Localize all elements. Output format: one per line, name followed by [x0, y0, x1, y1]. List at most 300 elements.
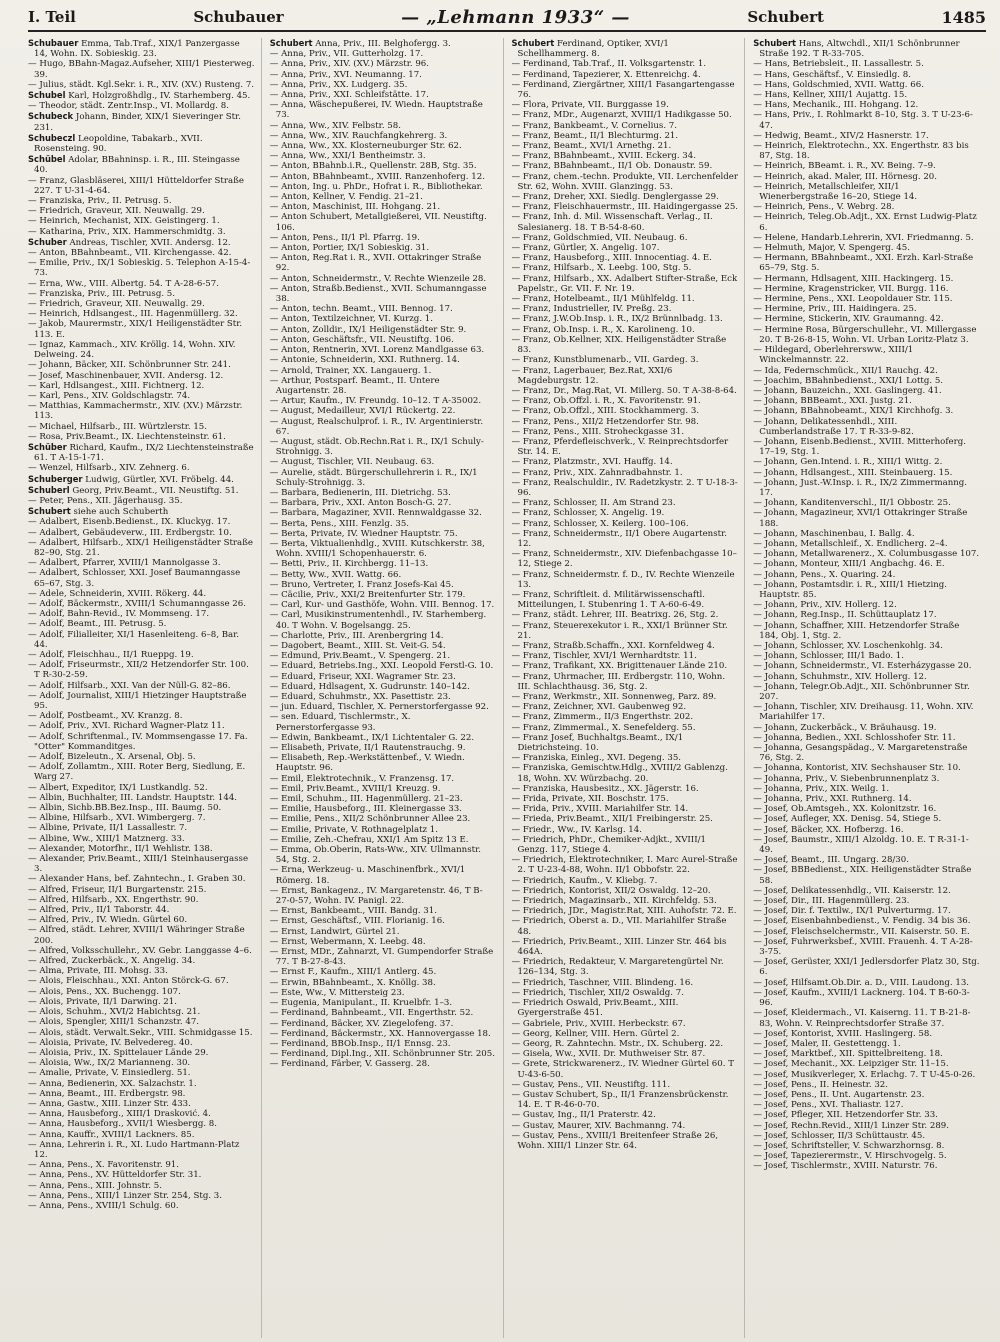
entry-text: — Karl, Hdlsangest., XIII. Fichtnerg. 12.	[28, 380, 205, 391]
directory-entry	[512, 437, 739, 457]
directory-entry	[512, 1080, 739, 1090]
directory-entry	[753, 580, 980, 600]
entry-text: — Josef, Baumstr., XIII/1 Alzoldg. 10. E. T R-31-1-49.	[753, 834, 969, 856]
directory-entry	[512, 335, 739, 355]
entry-surname: Schubert	[511, 38, 555, 48]
entry-text: — Johann, Delikatessenhdl., XIII. Cumberlandstraße 17. T R-33-9-82.	[753, 416, 914, 437]
entry-text: — Dagobert, Beamt., XIII. St. Veit-G. 54.	[269, 640, 446, 651]
directory-entry	[270, 131, 497, 141]
directory-entry	[753, 478, 980, 498]
entry-text: — Josef, Maler, II. Gestettengg. 1.	[753, 1038, 901, 1049]
directory-entry	[512, 396, 739, 406]
directory-entry	[28, 1048, 255, 1058]
directory-entry	[270, 784, 497, 794]
entry-text: — Anna, Priv., XIV. (XV.) Märzstr. 96.	[269, 59, 429, 70]
entry-text: — Franz, J.W.Ob.Insp. i. R., IX/2 Brünnlbadg. 13.	[511, 314, 723, 325]
directory-entry	[28, 1191, 255, 1201]
directory-entry	[753, 59, 980, 69]
directory-entry	[28, 732, 255, 752]
entry-text: — Adolf, Journalist, XIII/1 Hietzinger Hauptstraße 95.	[28, 690, 247, 711]
directory-entry	[512, 457, 739, 467]
entry-text: — Elisabeth, Rep.-Werkstättenbef., V. Wiedn. Hauptstr. 96.	[269, 753, 465, 774]
directory-entry	[512, 621, 739, 641]
entry-text: — Franz, Hausbeforg., XIII. Innocentiag. 4. E.	[511, 253, 712, 264]
entry-text: — Franz, Schlosser, X. Angelig. 19.	[511, 508, 665, 519]
directory-entry	[28, 432, 255, 442]
directory-entry	[512, 172, 739, 192]
directory-entry	[753, 253, 980, 273]
entry-text: — Berta, Pens., XIII. Fenzlg. 35.	[269, 518, 410, 529]
directory-entry	[270, 141, 497, 151]
directory-entry	[512, 314, 739, 324]
entry-text: — Franz, Hilfsarb., X. Leebg. 100, Stg. 5.	[511, 263, 692, 274]
page-header	[28, 6, 986, 32]
directory-entry	[28, 401, 255, 421]
directory-entry	[270, 366, 497, 376]
directory-entry	[753, 835, 980, 855]
directory-entry	[512, 1090, 739, 1110]
entry-text: — Albine, Private, II/1 Lassallestr. 7.	[28, 823, 188, 834]
entry-text: — Anna, Hausbeforg., XVII/1 Wiesbergg. 8.	[28, 1119, 217, 1130]
directory-entry	[270, 600, 497, 610]
entry-text: — Johann, Bauzeichn., XXI. Gaslingerg. 41.	[753, 385, 942, 396]
entry-text: — Heinrich, Hdlsangest., III. Hagenmüllerg. 32.	[28, 309, 238, 320]
entry-text: — Heinrich, Elektrotechn., XX. Engerthstr. 83 bis 87, Stg. 18.	[753, 141, 969, 162]
entry-text: — Anna, Ww., XIV. Rauchfangkehrerg. 3.	[269, 130, 448, 141]
entry-text: — Edwin, Bankbeamt., IX/1 Lichtentaler G. 22.	[269, 732, 475, 743]
directory-entry	[753, 294, 980, 304]
directory-entry	[753, 896, 980, 906]
directory-entry	[28, 422, 255, 432]
entry-text: — Johann, BBBeamt., XXI. Justg. 21.	[753, 396, 912, 407]
entry-text: — Ferdinand, Bäckermstr., XX. Hannovergasse 18.	[269, 1028, 491, 1039]
directory-entry	[753, 345, 980, 365]
entry-text: — Josef, Kleidermach., VI. Kaiserng. 11. T B-21-8-83, Wohn. V. Reinprechtsdorfer Straße 37.	[753, 1008, 971, 1029]
entry-text: — Alexander Hans, bef. Zahntechn., I. Graben 30.	[28, 874, 246, 885]
entry-text: — Gabriele, Priv., XVIII. Herbeckstr. 67.	[511, 1018, 686, 1029]
surname-range-start: Schubauer	[193, 8, 284, 26]
entry-text: — Eduard, Schuhmstr., XX. Pasettistr. 23.	[269, 692, 451, 702]
directory-entry	[512, 672, 739, 692]
directory-entry	[270, 712, 497, 732]
directory-entry	[753, 243, 980, 253]
directory-entry	[28, 517, 255, 527]
directory-entry	[28, 1181, 255, 1191]
directory-entry	[28, 248, 255, 258]
entry-text: — Ferdinand, Bäcker, XV. Ziegelofeng. 37.	[269, 1018, 454, 1029]
entry-text: — Josef, Dir., III. Hagenmüllerg. 23.	[753, 896, 910, 907]
directory-entry	[270, 284, 497, 304]
entry-text: — Heinrich, Teleg.Ob.Adjt., XX. Ernst Ludwig-Platz 6.	[753, 212, 977, 233]
entry-text: — Franz, Kunstblumenarb., VII. Gardeg. 3.	[511, 355, 699, 366]
entry-text: — Alois, Schuhm., XVI/2 Habichtsg. 21.	[28, 1007, 201, 1018]
directory-entry	[512, 957, 739, 977]
directory-entry	[270, 345, 497, 355]
entry-text: — Emilie, Private, V. Rothnagelplatz 1.	[269, 824, 438, 835]
entry-text: — Eduard, Betriebs.Ing., XXI. Leopold Ferstl-G. 10.	[269, 661, 494, 672]
directory-entry	[28, 1068, 255, 1078]
directory-entry	[753, 457, 980, 467]
entry-text: Adolar, BBahninsp. i. R., III. Steingasse 40.	[34, 155, 240, 176]
directory-entry	[28, 1119, 255, 1129]
directory-entry	[512, 253, 739, 263]
entry-text: — Albin, Buchhalter, III. Landstr. Hauptstr. 144.	[28, 792, 238, 803]
entry-text: — Ferdinand, BBOb.Insp., II/1 Ennsg. 23.	[269, 1038, 451, 1049]
entry-text: — Franz, Pens., XIII. Stroheckgasse 31.	[511, 426, 685, 437]
directory-entry	[512, 508, 739, 518]
entry-text: — Michael, Hilfsarb., III. Würtzlerstr. 15.	[28, 421, 208, 432]
directory-entry	[28, 823, 255, 833]
directory-entry	[512, 753, 739, 763]
directory-entry	[512, 549, 739, 569]
entry-text: — Grete, Strickwarenerz., IV. Wiedner Gürtel 60. T U-43-6-50.	[511, 1059, 734, 1080]
entry-text: Leopoldine, Tabakarb., XVII. Rosensteing. 90.	[34, 133, 203, 155]
entry-text: — Eduard, Hdlsagent, X. Gudrunstr. 140–142.	[269, 681, 470, 692]
directory-entry	[753, 651, 980, 661]
entry-text: — Johanna, Priv., V. Siebenbrunnenplatz 3.	[753, 773, 940, 784]
entry-text: — Arnold, Trainer, XX. Langauerg. 1.	[269, 365, 432, 376]
directory-entry	[270, 468, 497, 488]
entry-text: — Berta, Private, IV. Wiedner Hauptstr. 75.	[269, 528, 458, 539]
directory-entry	[270, 314, 497, 324]
entry-text: Andreas, Tischler, XVII. Andersg. 12.	[66, 237, 231, 248]
directory-entry	[270, 814, 497, 824]
directory-entry	[28, 289, 255, 299]
entry-text: — Anton, BBahnbeamt., VII. Kirchengasse. 42.	[28, 248, 232, 259]
directory-entry	[512, 151, 739, 161]
entry-text: — Hedwig, Beamt., XIV/2 Hasnerstr. 17.	[753, 130, 929, 141]
entry-text: — Hermine, Kragenstricker, VII. Burgg. 116.	[753, 283, 949, 294]
entry-text: — Franziska, Hausbesitz., XX. Jägerstr. 16.	[511, 783, 699, 794]
entry-text: — Friedrich, JDr., Magistr.Rat, XIII. Auhofstr. 72. E.	[511, 906, 737, 917]
directory-entry	[270, 916, 497, 926]
directory-entry	[753, 682, 980, 702]
entry-text: — Anna, Pens., XIII. Johnstr. 5.	[28, 1180, 162, 1191]
directory-entry	[28, 90, 255, 101]
entry-text: — Anna, Gastw., XIII. Linzer Str. 433.	[28, 1098, 191, 1109]
entry-text: — Anna, Pens., XV. Hütteldorfer Str. 31.	[28, 1170, 202, 1181]
directory-entry	[270, 406, 497, 416]
directory-entry	[28, 371, 255, 381]
entry-text: — Heinrich, Mechanist, XIX. Geistingerg. 1.	[28, 216, 220, 227]
entry-text: — Franziska, Priv., II. Petrusg. 5.	[28, 196, 172, 207]
entry-surname: Schubert	[28, 506, 71, 517]
directory-entry	[512, 1121, 739, 1131]
directory-entry	[753, 702, 980, 722]
directory-entry	[512, 835, 739, 855]
directory-entry	[28, 279, 255, 289]
directory-entry	[270, 376, 497, 396]
directory-entry	[28, 1160, 255, 1170]
directory-entry	[512, 1039, 739, 1049]
entry-text: — Friedrich Oswald, Priv.Beamt., XIII. Gyergerstraße 451.	[511, 998, 679, 1019]
directory-entry	[270, 682, 497, 692]
directory-entry	[28, 660, 255, 680]
entry-text: — Anton, Maschinist, III. Hohgang. 21.	[269, 202, 441, 213]
entry-text: — Franz, Platzmstr., XVI. Hauffg. 14.	[511, 457, 673, 468]
entry-text: — Gustav Schubert, Sp., II/1 Franzensbrückenstr. 14. E. T R-46-0-70.	[511, 1089, 729, 1111]
entry-text: — Flora, Private, VII. Burggasse 19.	[511, 100, 669, 111]
entry-text: — Johann, Pens., X. Quaring. 24.	[753, 569, 896, 580]
directory-entry	[753, 284, 980, 294]
directory-entry	[28, 1130, 255, 1140]
entry-text: — Josef, Fleischselchermstr., VII. Kaiserstr. 50. E.	[753, 926, 970, 937]
entry-text: — Josef, Rechn.Revid., XIII/1 Linzer Str. 289.	[753, 1120, 949, 1131]
directory-entry	[28, 1079, 255, 1089]
directory-entry	[28, 1109, 255, 1119]
directory-entry	[28, 721, 255, 731]
directory-column-4	[753, 38, 986, 1338]
directory-entry	[753, 437, 980, 457]
directory-entry	[270, 498, 497, 508]
entry-text: — Anna, Priv., XXI. Schleifstätte. 17.	[269, 90, 429, 101]
entry-text: — Alexander, Priv.Beamt., XIII/1 Steinhausergasse 3.	[28, 854, 249, 875]
entry-text: — Johann, Hdlsangest., XIII. Steinbauerg. 15.	[753, 467, 953, 478]
entry-text: — Adolf, Fleischhau., II/1 Rueppg. 19.	[28, 649, 194, 660]
entry-text: — Anton, Geschäftsfr., VII. Neustiftg. 106.	[269, 334, 454, 345]
entry-text: — Franz, Zeichner, XVI. Gaubenweg 92.	[511, 702, 687, 713]
directory-entry	[512, 274, 739, 294]
entry-text: — Jakob, Maurermstr., XIX/1 Heiligenstädter Str. 113. E.	[28, 319, 243, 340]
directory-entry	[28, 528, 255, 538]
entry-text: — Adolf, Zollamtm., XIII. Roter Berg, Siedlung, E. Warg 27.	[28, 762, 246, 783]
directory-column-3	[512, 38, 746, 1338]
entry-text: — Franz, Uhrmacher, III. Erdbergstr. 110, Wohn. III. Schlachthausg. 36, Stg. 2.	[511, 671, 726, 692]
entry-text: — Josef, Ob.Amtsgeh., XX. Kolonitzstr. 16.	[753, 804, 937, 815]
directory-entry	[753, 641, 980, 651]
entry-text: — Johanna, Bedien., XXI. Schlosshofer Str. 11.	[753, 732, 956, 743]
directory-entry	[753, 814, 980, 824]
entry-text: — Adolf, Schriftenmal., IV. Mommsengasse 17. Fa. "Otter" Kommanditges.	[28, 731, 248, 752]
entry-text: — Gustav, Pens., XVIII/1 Breitenfeer Straße 26, Wohn. XIII/1 Linzer Str. 64.	[511, 1130, 719, 1151]
entry-text: — Josef, Marktbef., XII. Spittelbreiteng. 18.	[753, 1049, 943, 1060]
entry-text: — Friedrich, PhDr., Chemiker-Adjkt., XVIII/1 Genzg. 117, Stiege 4.	[511, 834, 706, 856]
directory-entry	[512, 763, 739, 783]
entry-text: — Antonie, Schneiderin, XXI. Ruthnerg. 14.	[269, 355, 460, 366]
directory-entry	[753, 90, 980, 100]
directory-entry	[28, 391, 255, 401]
entry-text: — Josef, Mechanit., XX. Leipziger Str. 11–15.	[753, 1059, 949, 1070]
entry-text: — Johanna, Gesangspädag., V. Margaretenstraße 76, Stg. 2.	[753, 743, 968, 764]
directory-entry	[270, 835, 497, 845]
entry-text: — Anton, Pens., II/1 Pl. Pfarrg. 19.	[269, 232, 420, 243]
directory-entry	[512, 723, 739, 733]
entry-text: — Friedrich, Tischler, XII/2 Oswaldg. 7.	[511, 987, 684, 998]
directory-entry	[270, 661, 497, 671]
directory-entry	[753, 978, 980, 988]
entry-text: — Hans, Geschäftsf., V. Einsiedlg. 8.	[753, 69, 911, 80]
entry-text: — Alma, Private, III. Mohsg. 33.	[28, 966, 168, 977]
entry-text: — Franz, Werkmstr., XII. Sonnenweg, Parz. 89.	[511, 692, 717, 702]
entry-text: — Emilie, Pens., XII/2 Schönbrunner Allee 23.	[269, 814, 471, 825]
entry-text: — Gisela, Ww., XVII. Dr. Muthweiser Str. 87.	[511, 1049, 706, 1060]
directory-entry	[270, 243, 497, 253]
directory-entry	[270, 1059, 497, 1069]
directory-entry	[28, 485, 255, 496]
directory-entry	[753, 1039, 980, 1049]
directory-entry	[512, 906, 739, 916]
entry-text: — Johann, Tischler, XIV. Dreihausg. 11, Wohn. XIV. Mariahilfer 17.	[753, 702, 974, 723]
directory-entry	[270, 631, 497, 641]
entry-text: — Theodor, städt. Zentr.Insp., VI. Mollardg. 8.	[28, 101, 229, 112]
entry-text: — Josef, Bäcker, XX. Hofberzg. 16.	[753, 824, 904, 835]
directory-entry	[270, 753, 497, 773]
directory-entry	[270, 192, 497, 202]
entry-text: — Alois, Pens., XX. Buchengg. 107.	[28, 986, 181, 997]
directory-entry	[28, 783, 255, 793]
directory-entry	[28, 895, 255, 905]
directory-entry	[512, 1019, 739, 1029]
directory-entry	[28, 650, 255, 660]
entry-text: — Franziska, Priv., III. Petrusg. 5.	[28, 288, 176, 299]
directory-entry	[753, 110, 980, 130]
directory-entry	[753, 1008, 980, 1028]
directory-entry	[28, 237, 255, 248]
part-label: I. Teil	[28, 8, 76, 26]
entry-text: — Ernst, Webermann, X. Leebg. 48.	[269, 936, 426, 947]
entry-text: — Berta, Viktualienhdlg., XVIII. Kutschkerstr. 38, Wohn. XVIII/1 Schopenhauerstr. 6.	[269, 538, 485, 560]
entry-text: — Anton Schubert, Metallgießerei, VII. Neustiftg. 106.	[269, 212, 487, 233]
entry-text: — Ferdinand, Tapezierer, X. Ettenreichg. 4.	[511, 69, 701, 80]
directory-entry	[512, 386, 739, 396]
entry-text: — Georg, Kellner, VIII. Hern. Gürtel 2.	[511, 1028, 680, 1039]
directory-entry	[270, 702, 497, 712]
entry-text: — Franz, Dreher, XXI. Siedlg. Denglergasse 29.	[511, 192, 719, 203]
entry-text: — Aloisia, Priv., IX. Spittelauer Lände 29.	[28, 1047, 209, 1058]
directory-entry	[753, 212, 980, 232]
directory-entry	[270, 845, 497, 865]
directory-entry	[512, 1029, 739, 1039]
entry-text: — Franz, Glasbläserei, XIII/1 Hütteldorfer Straße 227. T U-31-4-64.	[28, 175, 244, 196]
entry-text: — Eugenia, Manipulant., II. Kruelbfr. 1–3.	[269, 998, 453, 1009]
directory-entry	[753, 100, 980, 110]
entry-text: — August, Realschulprof. i. R., IV. Argentinierstr. 67.	[269, 416, 484, 437]
directory-entry	[28, 874, 255, 884]
entry-text: — Frida, Private, XII. Boschstr. 175.	[511, 794, 669, 805]
directory-entry	[28, 997, 255, 1007]
directory-entry	[753, 784, 980, 794]
directory-entry	[270, 580, 497, 590]
directory-entry	[753, 38, 980, 59]
entry-text: — Helmuth, Major, V. Spengerg. 45.	[753, 243, 910, 254]
directory-entry	[512, 886, 739, 896]
directory-entry	[512, 161, 739, 171]
directory-column-1	[28, 38, 262, 1338]
directory-entry	[512, 202, 739, 212]
directory-entry	[270, 865, 497, 885]
entry-text: — Anna, Priv., XVI. Neumanng. 17.	[269, 69, 422, 80]
entry-text: — Franz, Schneidermstr. f. D., IV. Rechte Wienzeile 13.	[511, 569, 735, 590]
entry-text: — Franz, Zimmermal., X. Senefelderg. 55.	[511, 722, 696, 733]
directory-entry	[28, 558, 255, 568]
entry-text: — Alois, Private, II/1 Darwing. 21.	[28, 996, 177, 1007]
entry-text: — Aurelie, städt. Bürgerschullehrerin i. R., IX/1 Schuly-Strohnigg. 3.	[269, 467, 478, 488]
entry-text: — Franz, Gürtler, X. Angelig. 107.	[511, 243, 660, 254]
entry-text: — Anna, Ww., XX. Klosterneuburger Str. 62.	[269, 141, 462, 152]
entry-text: — Hans, Kellner, XIII/1 Aujattg. 15.	[753, 90, 908, 101]
entry-text: — Anton, Schneidermstr., V. Rechte Wienzeile 28.	[269, 273, 487, 284]
entry-text: — Josef, Tapezierermstr., V. Hirschvogelg. 5.	[753, 1151, 947, 1162]
directory-entry	[270, 59, 497, 69]
entry-text: — Adalbert, Pfarrer, XVIII/1 Mannolgasse 3.	[28, 558, 221, 569]
entry-text: — Johann, Metallschleif., X. Endlicherg. 2–4.	[753, 538, 948, 549]
directory-entry	[270, 335, 497, 345]
directory-entry	[28, 133, 255, 154]
entry-text: — Hermine Rosa, Bürgerschullehr., VI. Millergasse 20. T B-26-8-15, Wohn. VI. Urban Loritz-Platz 3.	[753, 324, 977, 345]
directory-entry	[270, 202, 497, 212]
directory-entry	[28, 506, 255, 517]
directory-entry	[270, 590, 497, 600]
entry-text: — Anton, Reg.Rat i. R., XVII. Ottakringer Straße 92.	[269, 253, 482, 274]
directory-entry	[512, 978, 739, 988]
directory-entry	[512, 804, 739, 814]
directory-entry	[270, 49, 497, 59]
directory-entry	[28, 589, 255, 599]
directory-entry	[753, 1029, 980, 1039]
entry-text: — Franz, Schlosser, II. Am Strand 23.	[511, 498, 676, 509]
directory-entry	[270, 417, 497, 437]
directory-entry	[753, 417, 980, 437]
entry-text: — Hans, Betriebsleit., II. Lassallestr. 5.	[753, 59, 924, 70]
entry-text: — Alois, Fleischhau., XXI. Anton Störck-G. 67.	[28, 976, 229, 987]
directory-entry	[512, 59, 739, 69]
entry-text: — Franziska, Gemischtw.Hdlg., XVIII/2 Gablenzg. 18, Wohn. XV. Würzbachg. 20.	[511, 763, 728, 784]
directory-entry	[753, 141, 980, 161]
directory-entry	[512, 70, 739, 80]
directory-entry	[270, 151, 497, 161]
directory-entry	[753, 386, 980, 396]
entry-text: — Franz, Ob.Offzl., XIII. Stockhammerg. 3.	[511, 406, 700, 417]
directory-entry	[270, 825, 497, 835]
directory-entry	[512, 814, 739, 824]
directory-entry	[753, 621, 980, 641]
entry-text: — Friedrich, Magazinsarb., XII. Kirchfeldg. 53.	[511, 896, 717, 907]
entry-text: — Anton, BBahnbeamt., XVIII. Ranzenhoferg. 12.	[269, 171, 485, 182]
entry-text: — Josef, Pens., II. Heinestr. 32.	[753, 1079, 889, 1090]
directory-entry	[753, 763, 980, 773]
directory-entry	[270, 988, 497, 998]
directory-entry	[753, 1141, 980, 1151]
directory-entry	[512, 519, 739, 529]
directory-entry	[512, 896, 739, 906]
entry-text: — Adalbert, Hilfsarb., XIX/1 Heiligenstädter Straße 82–90, Stg. 21.	[28, 537, 253, 558]
entry-text: — Johann, Priv., XIV. Hollerg. 12.	[753, 600, 897, 611]
directory-entry	[270, 437, 497, 457]
entry-text: — Ernst, Bankbeamt., VIII. Bandg. 31.	[269, 906, 437, 917]
entry-surname: Schubert	[753, 38, 796, 48]
entry-text: — Ferdinand, Bahnbeamt., VII. Engerthstr. 52.	[269, 1008, 474, 1019]
entry-text: — Johann, Postamtsdir. i. R., XIII/1 Hietzing. Hauptstr. 85.	[753, 579, 947, 600]
entry-text: — Franz, Ob.Offzl. i. R., X. Favoritenstr. 91.	[511, 396, 701, 407]
directory-entry	[512, 692, 739, 702]
entry-text: — Josef, Delikatessenhdlg., VII. Kaiserstr. 12.	[753, 885, 951, 896]
entry-text: — Josef, Eisenbahnbedienst., V. Fendig. 34 bis 36.	[753, 916, 971, 927]
directory-entry	[28, 762, 255, 782]
directory-entry	[753, 376, 980, 386]
entry-text: — Franziska, Einleg., XVI. Degeng. 35.	[511, 753, 682, 764]
entry-text: — Anton, Textilzeichner, VI. Kurzg. 1.	[269, 314, 433, 325]
directory-entry	[512, 406, 739, 416]
entry-text: — Anna, Kauffr., XVIII/1 Lackners. 85.	[28, 1129, 195, 1140]
entry-text: — Josef, Musikverleger, X. Erlachg. 7. T U-45-0-26.	[753, 1069, 976, 1080]
entry-text: — Albin, Sichb.BB.Bez.Insp., III. Baumg. 50.	[28, 803, 222, 814]
directory-entry	[753, 70, 980, 80]
directory-entry	[270, 70, 497, 80]
entry-text: — Ernst, Geschäftsf., VIII. Florianig. 16.	[269, 916, 445, 927]
directory-entry	[270, 1039, 497, 1049]
directory-entry	[512, 855, 739, 875]
entry-text: — Carl, Musikinstrumentenhdl., IV. Starhemberg. 40. T Wohn. V. Bogelsangg. 25.	[269, 610, 487, 631]
